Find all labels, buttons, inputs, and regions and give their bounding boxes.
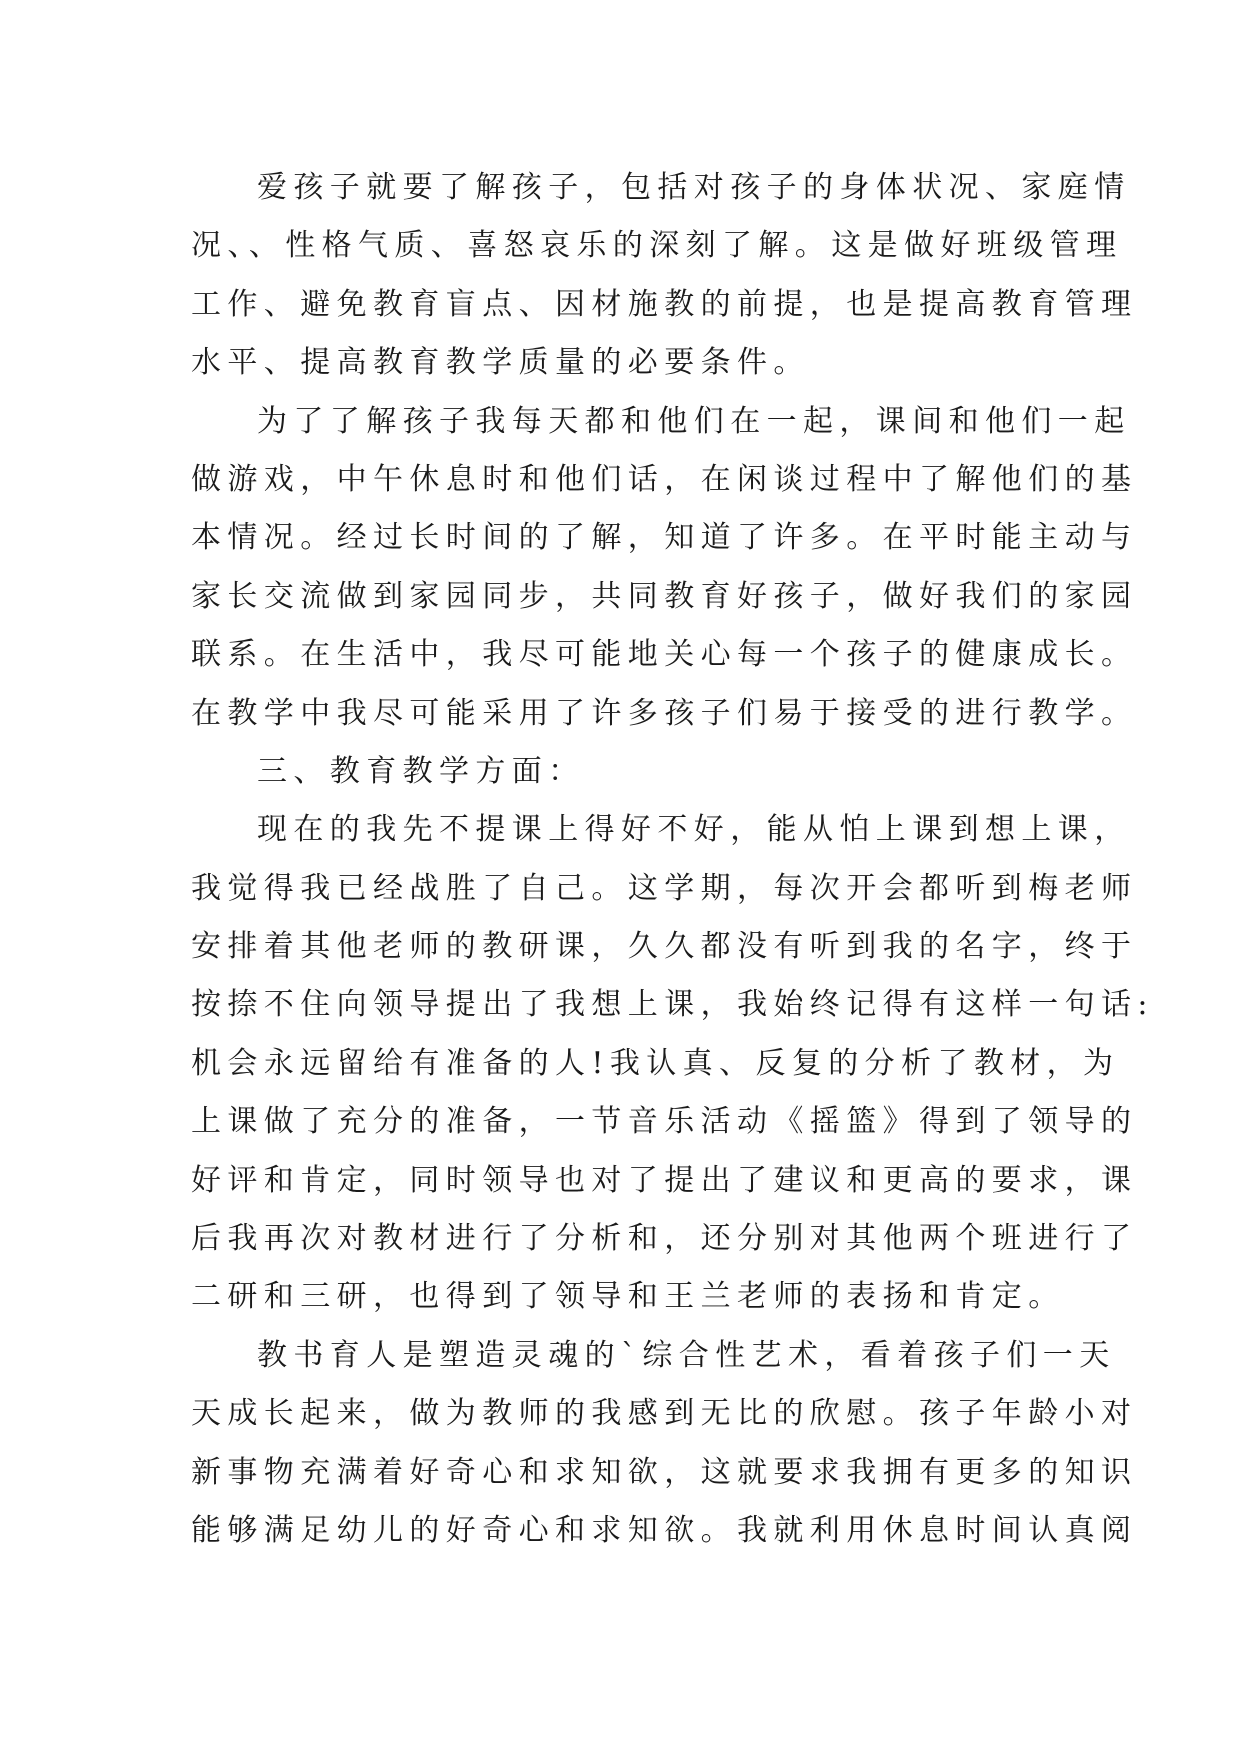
text-line: 好评和肯定，同时领导也对了提出了建议和更高的要求，课	[191, 1162, 1138, 1198]
text-line: 教书育人是塑造灵魂的`综合性艺术，看着孩子们一天	[257, 1337, 1116, 1373]
paragraph-p2	[191, 393, 1138, 743]
text-line: 按捺不住向领导提出了我想上课，我始终记得有这样一句话:	[191, 987, 1154, 1023]
text-line: 家长交流做到家园同步，共同教育好孩子，做好我们的家园	[191, 578, 1138, 614]
text-line: 机会永远留给有准备的人!我认真、反复的分析了教材，为	[191, 1045, 1120, 1081]
text-line: 况、、性格气质、喜怒哀乐的深刻了解。这是做好班级管理	[191, 228, 1123, 264]
text-line: 我觉得我已经战胜了自己。这学期，每次开会都听到梅老师	[191, 870, 1138, 906]
text-line: 后我再次对教材进行了分析和，还分别对其他两个班进行了	[191, 1221, 1138, 1257]
document-body	[191, 159, 1154, 1560]
text-line: 新事物充满着好奇心和求知欲，这就要求我拥有更多的知识	[191, 1454, 1138, 1490]
text-line: 为了了解孩子我每天都和他们在一起，课间和他们一起	[257, 403, 1131, 439]
text-line: 在教学中我尽可能采用了许多孩子们易于接受的进行教学。	[191, 695, 1138, 731]
text-line: 工作、避免教育盲点、因材施教的前提，也是提高教育管理	[191, 286, 1138, 322]
text-line: 安排着其他老师的教研课，久久都没有听到我的名字，终于	[191, 929, 1138, 965]
text-line: 天成长起来，做为教师的我感到无比的欣慰。孩子年龄小对	[191, 1396, 1138, 1432]
text-line: 二研和三研，也得到了领导和王兰老师的表扬和肯定。	[191, 1279, 1065, 1315]
text-line: 现在的我先不提课上得好不好，能从怕上课到想上课，	[257, 812, 1131, 848]
section-heading-text: 三、教育教学方面：	[257, 753, 585, 789]
text-line: 联系。在生活中，我尽可能地关心每一个孩子的健康成长。	[191, 637, 1138, 673]
section-heading	[191, 743, 1071, 801]
text-line: 爱孩子就要了解孩子，包括对孩子的身体状况、家庭情	[257, 170, 1131, 205]
text-line: 水平、提高教育教学质量的必要条件。	[191, 345, 810, 381]
text-line: 做游戏，中午休息时和他们话，在闲谈过程中了解他们的基	[191, 461, 1138, 497]
text-line: 能够满足幼儿的好奇心和求知欲。我就利用休息时间认真阅	[191, 1512, 1138, 1548]
text-line: 上课做了充分的准备，一节音乐活动《摇篮》得到了领导的	[191, 1104, 1138, 1140]
text-line: 本情况。经过长时间的了解，知道了许多。在平时能主动与	[191, 520, 1138, 556]
paragraph-p1	[191, 159, 1138, 393]
paragraph-p4	[191, 1327, 1138, 1561]
paragraph-p3	[191, 801, 1154, 1327]
